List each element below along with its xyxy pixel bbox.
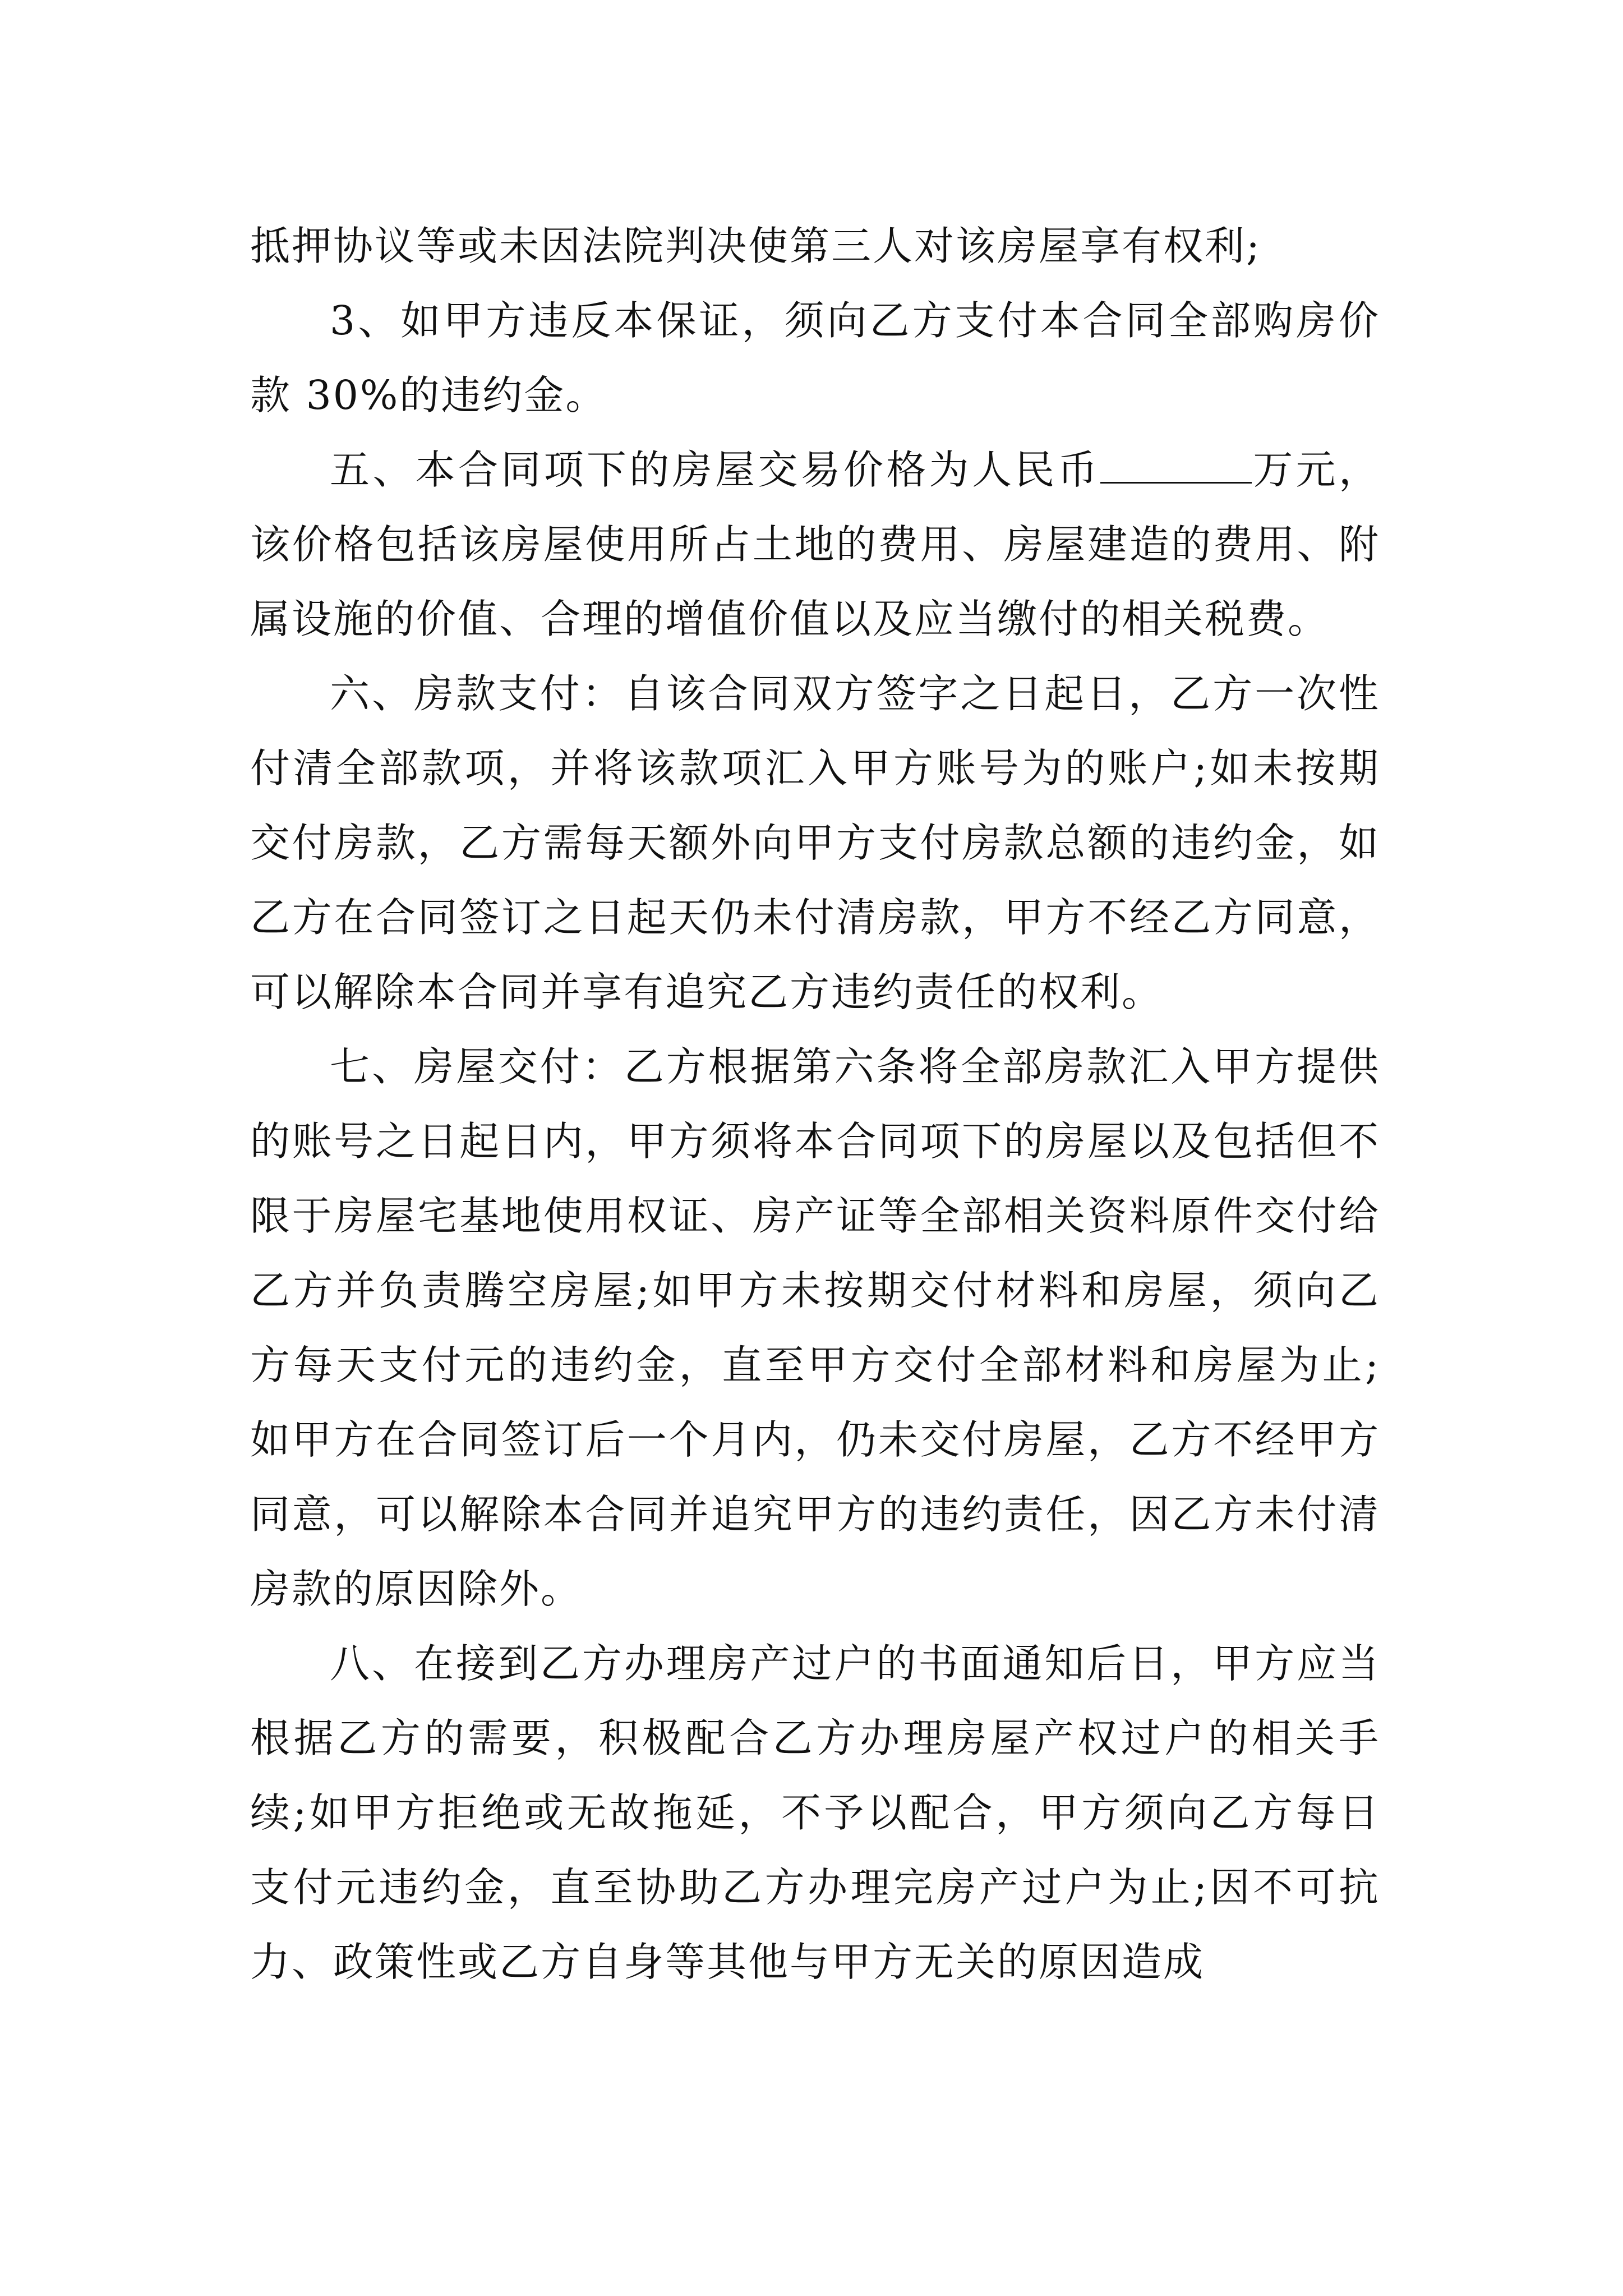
paragraph-clause-6: 六、房款支付：自该合同双方签字之日起日，乙方一次性付清全部款项，并将该款项汇入甲方账号为的账户;如未按期交付房款，乙方需每天额外向甲方支付房款总额的违约金，如乙方在合同签订之日起天仍未付清房款，甲方不经乙方同意，可以解除本合同并享有追究乙方违约责任的权利。 <box>250 670 1380 1015</box>
clause-5-text-before: 五、本合同项下的房屋交易价格为人民币 <box>330 447 1100 493</box>
paragraph-continuation: 抵押协议等或未因法院判决使第三人对该房屋享有权利; <box>250 223 1261 269</box>
document-body <box>250 209 1380 1999</box>
clause-5-text-after: 万元，该价格包括该房屋使用所占土地的费用、房屋建造的费用、附属设施的价值、合理的增值价值以及应当缴付的相关税费。 <box>250 447 1380 642</box>
paragraph-clause-3: 3、如甲方违反本保证，须向乙方支付本合同全部购房价款 30%的违约金。 <box>250 297 1380 418</box>
paragraph-clause-7: 七、房屋交付：乙方根据第六条将全部房款汇入甲方提供的账号之日起日内，甲方须将本合同项下的房屋以及包括但不限于房屋宅基地使用权证、房产证等全部相关资料原件交付给乙方并负责腾空房屋;如甲方未按期交付材料和房屋，须向乙方每天支付元的违约金，直至甲方交付全部材料和房屋为止;如甲方在合同签订后一个月内，仍未交付房屋，乙方不经甲方同意，可以解除本合同并追究甲方的违约责任，因乙方未付清房款的原因除外。 <box>250 1043 1380 1612</box>
paragraph-clause-5 <box>250 432 1380 656</box>
price-blank-line <box>1100 448 1252 484</box>
paragraph-clause-8: 八、在接到乙方办理房产过户的书面通知后日，甲方应当根据乙方的需要，积极配合乙方办理房屋产权过户的相关手续;如甲方拒绝或无故拖延，不予以配合，甲方须向乙方每日支付元违约金，直至协助乙方办理完房产过户为止;因不可抗力、政策性或乙方自身等其他与甲方无关的原因造成 <box>250 1640 1380 1985</box>
